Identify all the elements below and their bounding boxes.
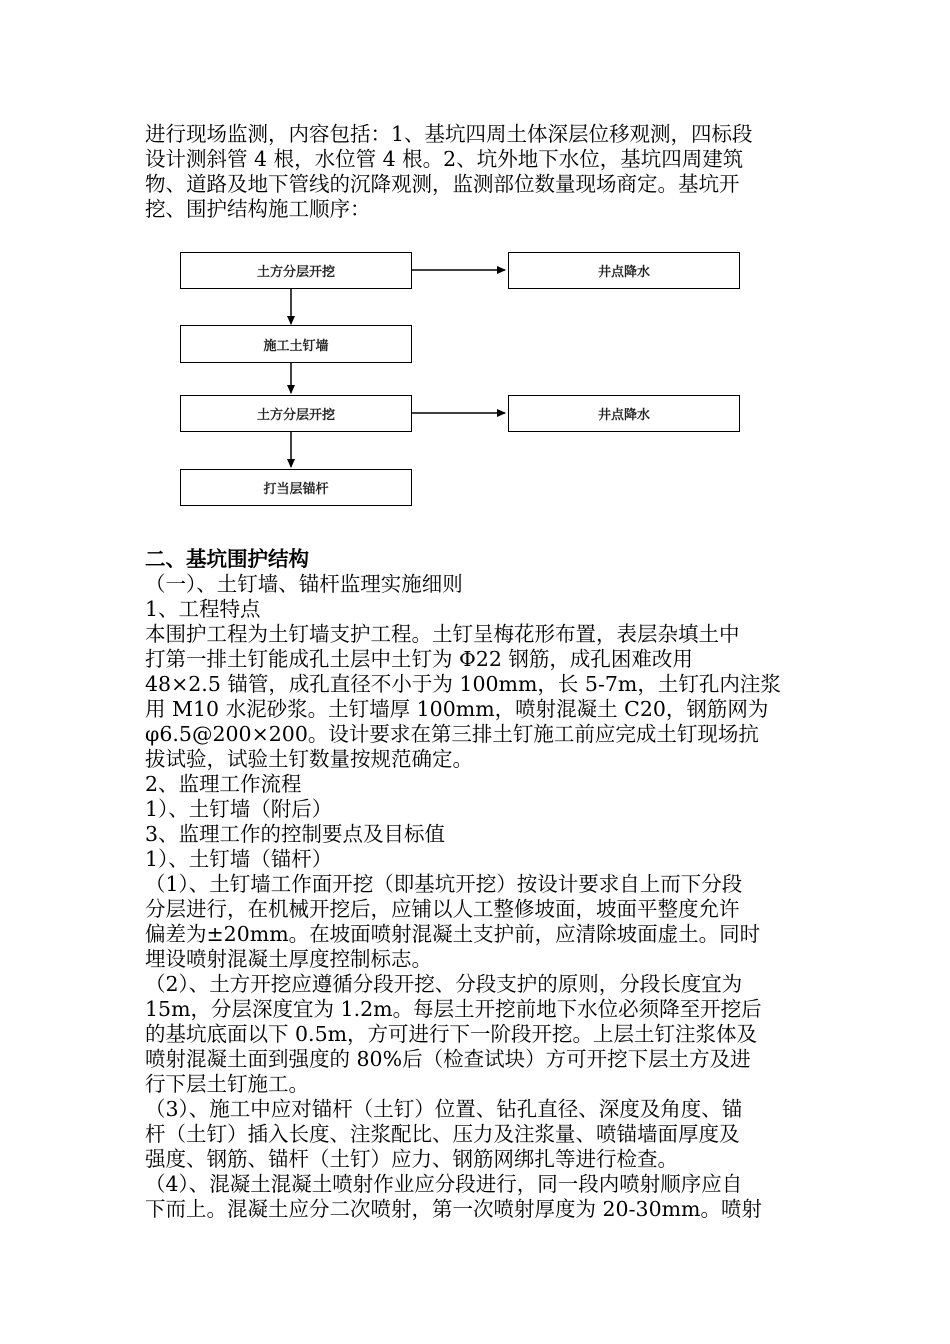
paragraph-line: 拔试验，试验土钉数量按规范确定。 <box>145 747 473 771</box>
sub-item-title: 1）、土钉墙（附后） <box>145 797 333 821</box>
paragraph-line: 喷射混凝土面到强度的 80%后（检查试块）方可开挖下层土方及进 <box>145 1047 751 1071</box>
paragraph-line: 下而上。混凝土应分二次喷射，第一次喷射厚度为 20-30mm。喷射 <box>145 1197 762 1221</box>
item-title: 1、工程特点 <box>145 597 261 621</box>
flow-step-soil-nail-wall: 施工土钉墙 <box>180 325 412 363</box>
intro-line: 物、道路及地下管线的沉降观测，监测部位数量现场商定。基坑开 <box>145 172 740 196</box>
paragraph-line: φ6.5@200×200。设计要求在第三排土钉施工前应完成土钉现场抗 <box>145 722 759 746</box>
paragraph-line: （4）、混凝土混凝土喷射作业应分段进行，同一段内喷射顺序应自 <box>145 1172 743 1196</box>
sub-item-title: 1）、土钉墙（锚杆） <box>145 847 333 871</box>
paragraph-line: （2）、土方开挖应遵循分段开挖、分段支护的原则，分段长度宜为 <box>145 972 743 996</box>
flow-step-excavation-1: 土方分层开挖 <box>180 252 412 289</box>
flowchart-connectors <box>0 0 950 540</box>
flow-side-dewatering-2: 井点降水 <box>508 395 740 432</box>
paragraph-line: 杆（土钉）插入长度、注浆配比、压力及注浆量、喷锚墙面厚度及 <box>145 1122 740 1146</box>
paragraph-line: 用 M10 水泥砂浆。土钉墙厚 100mm，喷射混凝土 C20，钢筋网为 <box>145 697 769 721</box>
paragraph-line: （3）、施工中应对锚杆（土钉）位置、钻孔直径、深度及角度、锚 <box>145 1097 743 1121</box>
paragraph-line: （1）、土钉墙工作面开挖（即基坑开挖）按设计要求自上而下分段 <box>145 872 743 896</box>
paragraph-line: 48×2.5 锚管，成孔直径不小于为 100mm，长 5-7m，土钉孔内注浆 <box>145 672 781 696</box>
paragraph-line: 强度、钢筋、锚杆（土钉）应力、钢筋网绑扎等进行检查。 <box>145 1147 678 1171</box>
item-title: 3、监理工作的控制要点及目标值 <box>145 822 446 846</box>
construction-sequence-flowchart <box>0 0 950 540</box>
paragraph-line: 偏差为±20mm。在坡面喷射混凝土支护前，应清除坡面虚土。同时 <box>145 922 761 946</box>
paragraph-line: 的基坑底面以下 0.5m，方可进行下一阶段开挖。上层土钉注浆体及 <box>145 1022 758 1046</box>
paragraph-line: 打第一排土钉能成孔土层中土钉为 Φ22 钢筋，成孔困难改用 <box>145 647 693 671</box>
intro-line: 进行现场监测，内容包括：1、基坑四周土体深层位移观测，四标段 <box>145 122 753 146</box>
subsection-title: （一）、土钉墙、锚杆监理实施细则 <box>145 572 463 596</box>
intro-line: 设计测斜管 4 根，水位管 4 根。2、坑外地下水位，基坑四周建筑 <box>145 147 744 171</box>
intro-line: 挖、围护结构施工顺序： <box>145 197 371 221</box>
paragraph-line: 埋设喷射混凝土厚度控制标志。 <box>145 947 432 971</box>
flow-side-dewatering-1: 井点降水 <box>508 252 740 289</box>
section-heading: 二、基坑围护结构 <box>145 547 309 571</box>
paragraph-line: 分层进行，在机械开挖后，应铺以人工整修坡面，坡面平整度允许 <box>145 897 740 921</box>
paragraph-line: 15m，分层深度宜为 1.2m。每层土开挖前地下水位必须降至开挖后 <box>145 997 762 1021</box>
paragraph-line: 本围护工程为土钉墙支护工程。土钉呈梅花形布置，表层杂填土中 <box>145 622 740 646</box>
paragraph-line: 行下层土钉施工。 <box>145 1072 309 1096</box>
item-title: 2、监理工作流程 <box>145 772 302 796</box>
flow-step-anchor-rods: 打当层锚杆 <box>180 469 412 506</box>
flow-step-excavation-2: 土方分层开挖 <box>180 395 412 432</box>
